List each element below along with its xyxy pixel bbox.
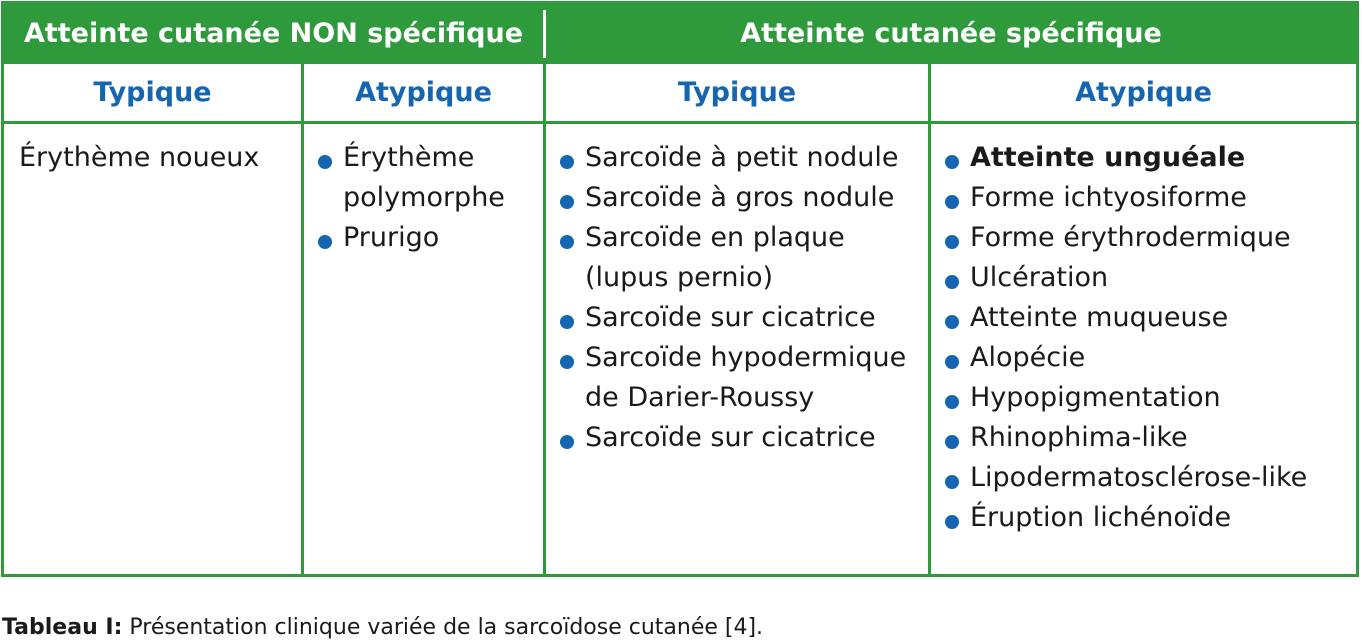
bullet-list	[304, 124, 543, 258]
list-item: Prurigo	[318, 218, 543, 258]
list-item: Sarcoïde sur cicatrice	[560, 418, 928, 458]
list-item: Hypopigmentation	[945, 378, 1356, 418]
cell-non-specific-typique	[4, 124, 301, 577]
bullet-list	[931, 124, 1356, 538]
list-item: Sarcoïde à petit nodule	[560, 138, 928, 178]
list-item: Rhinophima-like	[945, 418, 1356, 458]
caption-label: Tableau I:	[2, 615, 123, 640]
cell-text: Érythème noueux	[19, 142, 260, 173]
list-item: Forme ichtyosiforme	[945, 178, 1356, 218]
subheader-atypique-1: Atypique	[355, 77, 492, 108]
list-item: Sarcoïde sur cicatrice	[560, 298, 928, 338]
list-item: Forme érythrodermique	[945, 218, 1356, 258]
group-header-row	[4, 4, 1356, 64]
cell-specific-typique	[546, 124, 928, 577]
list-item: Sarcoïde hypodermique de Darier-Roussy	[560, 338, 928, 418]
subheader-typique-1: Typique	[93, 77, 212, 108]
subheader-row	[4, 64, 1356, 124]
subheader-typique-2: Typique	[677, 77, 797, 108]
list-item: Lipodermatosclérose-like	[945, 458, 1356, 498]
list-item: Sarcoïde en plaque (lupus pernio)	[560, 218, 928, 298]
caption-text: Présentation clinique variée de la sarcoïdose cutanée [4].	[122, 615, 764, 640]
cell-non-specific-atypique	[304, 124, 543, 577]
subheader-atypique-2: Atypique	[1075, 77, 1212, 108]
list-item: Atteinte muqueuse	[945, 298, 1356, 338]
group-header-specific: Atteinte cutanée spécifique	[740, 18, 1162, 49]
list-item: Érythème polymorphe	[318, 138, 543, 218]
sarcoidosis-table	[1, 1, 1359, 577]
cell-specific-atypique	[931, 124, 1356, 577]
group-header-non-specific: Atteinte cutanée NON spécifique	[23, 18, 524, 49]
list-item: Éruption lichénoïde	[945, 498, 1356, 538]
list-item: Alopécie	[945, 338, 1356, 378]
list-item: Ulcération	[945, 258, 1356, 298]
list-item: Sarcoïde à gros nodule	[560, 178, 928, 218]
bullet-list	[546, 124, 928, 458]
table-caption	[2, 614, 763, 642]
list-item: Atteinte unguéale	[945, 138, 1356, 178]
